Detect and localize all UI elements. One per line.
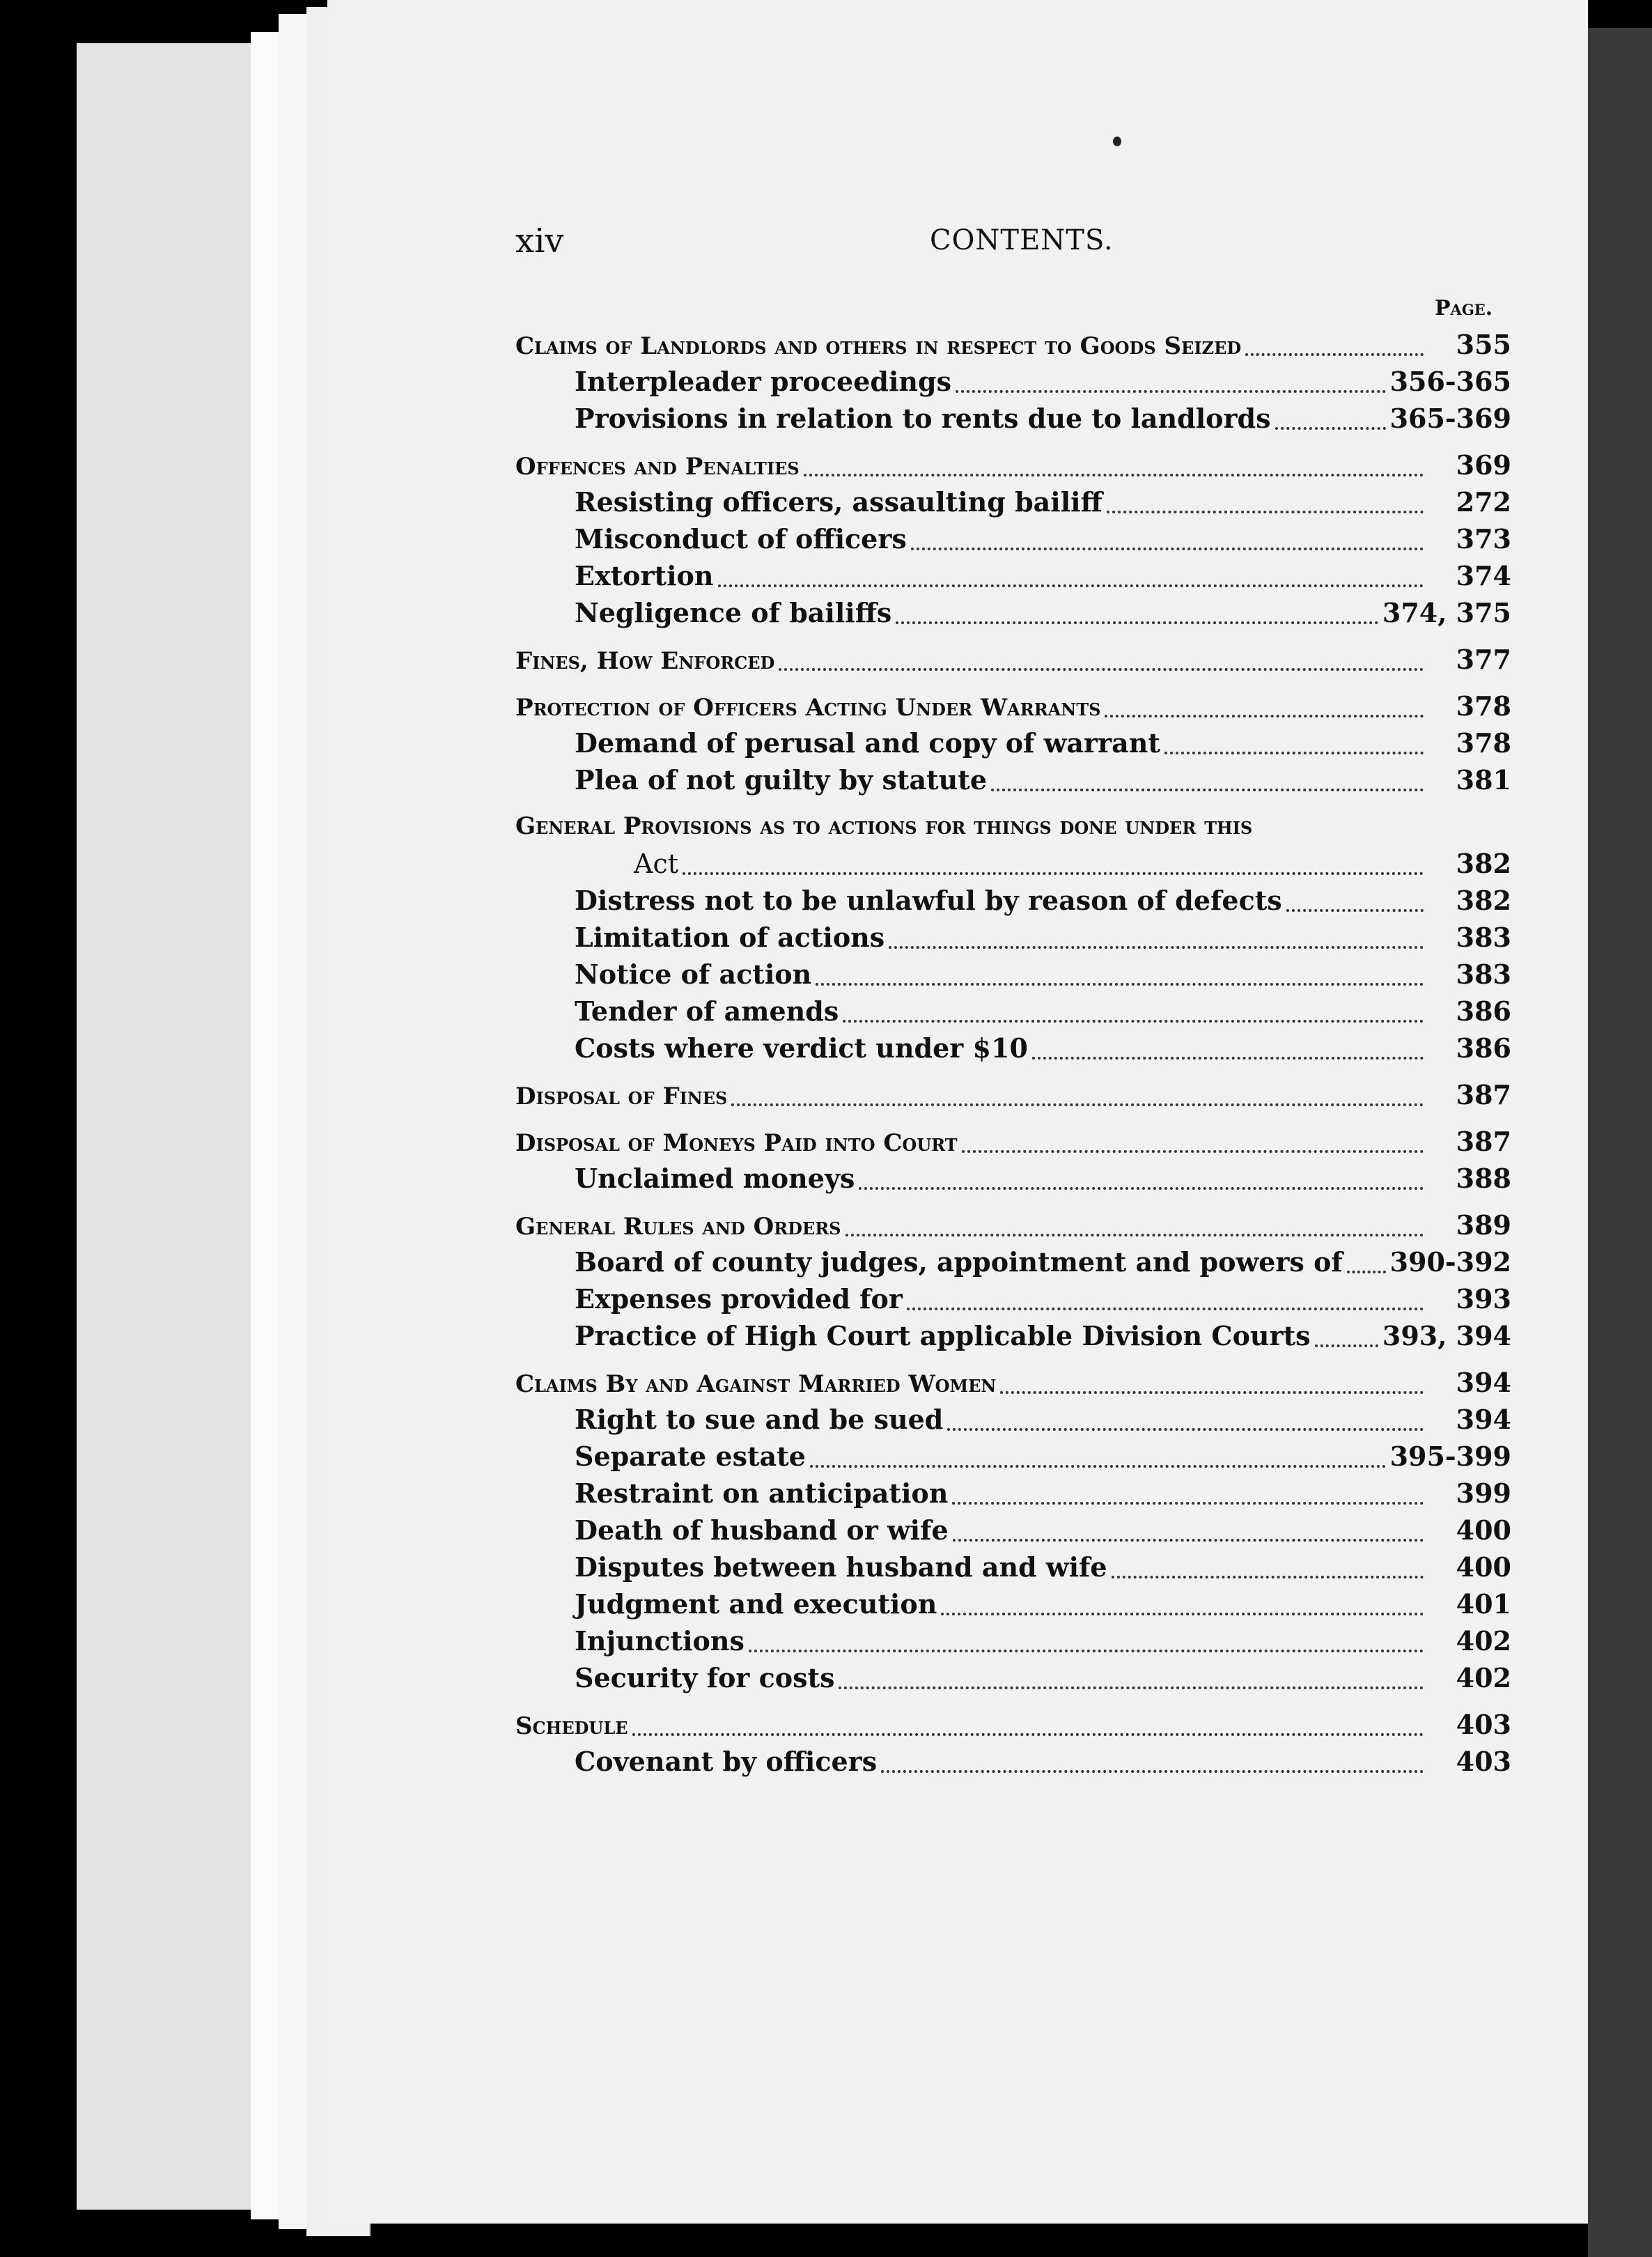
- toc-entry-title: Unclaimed moneys: [575, 1163, 855, 1194]
- toc-entry-title: Covenant by officers: [575, 1746, 878, 1777]
- toc-entry-page: 383: [1456, 959, 1511, 990]
- toc-entry-page: 402: [1456, 1662, 1511, 1693]
- toc-entry: [515, 1401, 1511, 1438]
- toc-entry: [515, 1706, 1511, 1743]
- dot-leader: [952, 1502, 1424, 1505]
- dot-leader: [911, 548, 1424, 550]
- dot-leader: [941, 1613, 1424, 1615]
- toc-entry-page: 373: [1456, 523, 1511, 554]
- toc-entry-page: 356-365: [1389, 366, 1511, 397]
- toc-entry: [515, 1207, 1511, 1243]
- dot-leader: [810, 1465, 1386, 1468]
- toc-entry-page: 394: [1456, 1404, 1511, 1435]
- toc-entry: [515, 1743, 1511, 1780]
- toc-entry-page: 378: [1456, 690, 1511, 722]
- toc-entry: [515, 363, 1511, 400]
- toc-entry-title: Plea of not guilty by statute: [575, 764, 988, 796]
- page-column-label: Page.: [1435, 296, 1493, 320]
- toc-entry: [515, 1659, 1511, 1696]
- toc-entry-page: 403: [1456, 1709, 1511, 1740]
- toc-entry: [515, 447, 1511, 483]
- toc-entry-title: Distress not to be unlawful by reason of defects: [575, 885, 1282, 916]
- dot-leader: [1107, 511, 1424, 513]
- toc-entry: [515, 400, 1511, 437]
- toc-entry: [515, 1364, 1511, 1401]
- toc-entry: [515, 1243, 1511, 1280]
- toc-entry: [515, 1280, 1511, 1317]
- toc-entry-title: Expenses provided for: [575, 1283, 903, 1314]
- toc-entry-title: Tender of amends: [575, 995, 839, 1027]
- dot-leader: [749, 1650, 1424, 1652]
- dot-leader: [859, 1187, 1424, 1190]
- toc-entry-title: Death of husband or wife: [575, 1514, 949, 1546]
- toc-entry-page: 369: [1456, 449, 1511, 481]
- toc-entry-title: Act: [634, 848, 678, 879]
- toc-entry-title: Disputes between husband and wife: [575, 1551, 1107, 1583]
- toc-entry-page: 374: [1456, 560, 1511, 591]
- toc-entry-page: 395-399: [1389, 1441, 1511, 1472]
- toc-entry: [515, 808, 1511, 845]
- toc-entry: [515, 641, 1511, 678]
- toc-entry-title: Claims By and Against Married Women: [515, 1370, 997, 1398]
- toc-entry: [515, 882, 1511, 919]
- toc-entry-page: 377: [1456, 644, 1511, 675]
- dot-leader: [1112, 1576, 1424, 1579]
- toc-entry-title: General Rules and Orders: [515, 1213, 841, 1241]
- toc-entry: [515, 1585, 1511, 1622]
- toc-entry: [515, 761, 1511, 798]
- dot-leader: [846, 1234, 1424, 1236]
- toc-entry: [515, 724, 1511, 761]
- toc-entry-page: 272: [1456, 486, 1511, 518]
- toc-entry: [515, 956, 1511, 993]
- toc-entry: [515, 919, 1511, 956]
- toc-entry-title: Misconduct of officers: [575, 523, 907, 554]
- facing-page-edge: [77, 43, 279, 2210]
- toc-entry-title: Offences and Penalties: [515, 453, 800, 481]
- toc-entry: [515, 557, 1511, 594]
- toc-entry: [515, 520, 1511, 557]
- toc-entry: [515, 1076, 1511, 1113]
- toc-entry-page: 387: [1456, 1079, 1511, 1110]
- toc-entry-page: 386: [1456, 1032, 1511, 1064]
- toc-entry-title: Protection of Officers Acting Under Warrants: [515, 694, 1101, 722]
- toc-entry-page: 399: [1456, 1477, 1511, 1509]
- dot-leader: [1245, 353, 1424, 356]
- toc-entry-page: 393: [1456, 1283, 1511, 1314]
- toc-entry-page: 374, 375: [1382, 597, 1511, 628]
- dot-leader: [907, 1308, 1424, 1310]
- toc-entry-page: 388: [1456, 1163, 1511, 1194]
- toc-entry: [515, 1317, 1511, 1354]
- toc-entry-title: Injunctions: [575, 1625, 745, 1657]
- dot-leader: [683, 872, 1424, 875]
- toc-entry-title: General Provisions as to actions for things done under this: [515, 812, 1253, 840]
- roman-page-number: xiv: [515, 222, 564, 261]
- dot-leader: [962, 1150, 1424, 1153]
- toc-entry: [515, 1123, 1511, 1160]
- toc-entry: [515, 1512, 1511, 1549]
- dot-leader: [1164, 752, 1424, 754]
- toc-entry: [515, 326, 1511, 363]
- toc-entry: [515, 1438, 1511, 1475]
- toc-entry-title: Costs where verdict under $10: [575, 1032, 1028, 1064]
- dot-leader: [718, 584, 1424, 587]
- toc-entry-title: Provisions in relation to rents due to landlords: [575, 403, 1271, 434]
- toc-entry: [515, 1549, 1511, 1585]
- dot-leader: [804, 474, 1424, 476]
- toc-entry-page: 355: [1456, 329, 1511, 360]
- toc-entry-title: Separate estate: [575, 1441, 806, 1472]
- book-cover-edge: [1588, 28, 1652, 2257]
- toc-entry-page: 382: [1456, 885, 1511, 916]
- toc-entry: [515, 1475, 1511, 1512]
- toc-entry-title: Interpleader proceedings: [575, 366, 951, 397]
- dot-leader: [896, 621, 1378, 624]
- toc-entry-page: 390-392: [1389, 1246, 1511, 1278]
- dot-leader: [1000, 1391, 1424, 1394]
- toc-entry-page: 402: [1456, 1625, 1511, 1657]
- toc-entry-page: 393, 394: [1382, 1320, 1511, 1351]
- toc-entry-title: Disposal of Fines: [515, 1083, 728, 1110]
- toc-entry-page: 387: [1456, 1126, 1511, 1157]
- ink-speck: [1113, 137, 1121, 146]
- dot-leader: [1032, 1057, 1424, 1060]
- toc-entry-title: Negligence of bailiffs: [575, 597, 892, 628]
- toc-entry-title: Board of county judges, appointment and powers of: [575, 1246, 1343, 1278]
- dot-leader: [1286, 909, 1424, 912]
- dot-leader: [991, 789, 1424, 791]
- table-of-contents: [515, 326, 1511, 1780]
- toc-entry-page: 381: [1456, 764, 1511, 796]
- toc-entry: [515, 688, 1511, 724]
- toc-entry: [515, 594, 1511, 631]
- toc-entry: [515, 1030, 1511, 1067]
- dot-leader: [881, 1770, 1424, 1773]
- page-title: CONTENTS.: [930, 224, 1114, 256]
- dot-leader: [947, 1428, 1424, 1431]
- toc-entry-title: Security for costs: [575, 1662, 835, 1693]
- toc-entry-title: Extortion: [575, 560, 714, 591]
- toc-entry: [515, 1160, 1511, 1197]
- toc-entry-title: Disposal of Moneys Paid into Court: [515, 1129, 958, 1157]
- toc-entry: [515, 1622, 1511, 1659]
- dot-leader: [1315, 1344, 1378, 1347]
- toc-entry-page: 403: [1456, 1746, 1511, 1777]
- dot-leader: [731, 1103, 1424, 1106]
- toc-entry-title: Demand of perusal and copy of warrant: [575, 727, 1160, 759]
- dot-leader: [1275, 427, 1386, 430]
- dot-leader: [1347, 1271, 1386, 1273]
- toc-entry-title: Judgment and execution: [575, 1588, 937, 1620]
- toc-entry-page: 400: [1456, 1514, 1511, 1546]
- toc-entry-title: Right to sue and be sued: [575, 1404, 944, 1435]
- toc-entry: [515, 845, 1511, 882]
- dot-leader: [839, 1686, 1424, 1689]
- toc-entry-title: Notice of action: [575, 959, 812, 990]
- toc-entry-title: Fines, How Enforced: [515, 647, 775, 675]
- toc-entry-title: Schedule: [515, 1712, 628, 1740]
- toc-entry-page: 365-369: [1389, 403, 1511, 434]
- dot-leader: [956, 390, 1386, 393]
- toc-entry: [515, 483, 1511, 520]
- dot-leader: [843, 1020, 1424, 1023]
- toc-entry: [515, 993, 1511, 1030]
- dot-leader: [632, 1733, 1424, 1736]
- toc-entry-title: Resisting officers, assaulting bailiff: [575, 486, 1102, 518]
- toc-entry-title: Claims of Landlords and others in respect to Goods Seized: [515, 332, 1242, 360]
- toc-entry-page: 383: [1456, 922, 1511, 953]
- dot-leader: [889, 946, 1424, 949]
- toc-entry-title: Restraint on anticipation: [575, 1477, 949, 1509]
- dot-leader: [1105, 715, 1424, 718]
- dot-leader: [779, 668, 1424, 671]
- toc-entry-title: Practice of High Court applicable Division Courts: [575, 1320, 1311, 1351]
- toc-entry-page: 400: [1456, 1551, 1511, 1583]
- toc-entry-page: 378: [1456, 727, 1511, 759]
- toc-entry-title: Limitation of actions: [575, 922, 885, 953]
- toc-entry-page: 389: [1456, 1209, 1511, 1241]
- dot-leader: [953, 1539, 1424, 1542]
- toc-entry-page: 386: [1456, 995, 1511, 1027]
- toc-entry-page: 394: [1456, 1367, 1511, 1398]
- toc-entry-page: 382: [1456, 848, 1511, 879]
- dot-leader: [816, 983, 1424, 986]
- toc-entry-page: 401: [1456, 1588, 1511, 1620]
